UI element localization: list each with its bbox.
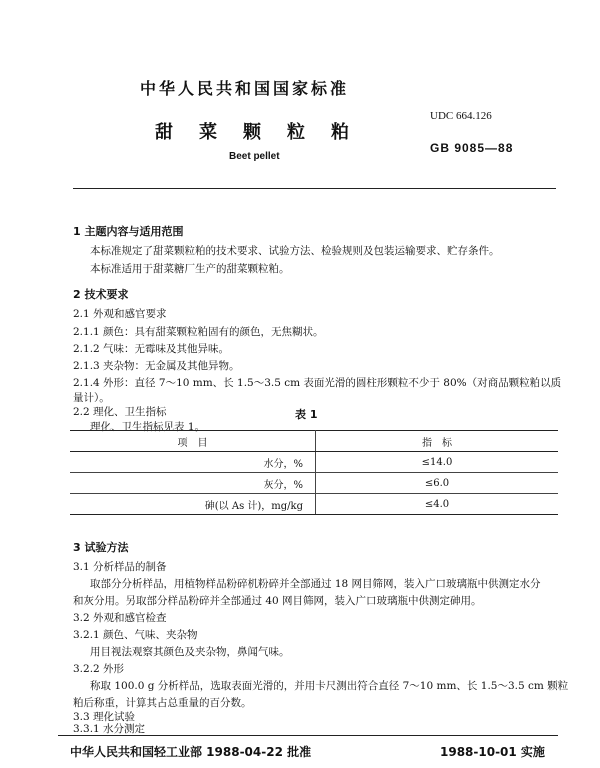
clause-2-1: 2.1 外观和感官要求 (73, 308, 167, 320)
clause-2-1-3: 2.1.3 夹杂物：无金属及其他异物。 (73, 360, 240, 372)
clause-3-1-line-2: 和灰分用。另取部分样品粉碎并全部通过 40 网目筛网，装入广口玻璃瓶中供测定砷用。 (73, 595, 482, 607)
clause-2-1-4-line-1: 2.1.4 外形：直径 7～10 mm、长 1.5～3.5 cm 表面光滑的圆柱形颗粒不少于 80%（对商品颗粒粕以质 (73, 377, 562, 389)
clause-3-2-1-paragraph: 用目视法观察其颜色及夹杂物，鼻闻气味。 (90, 646, 290, 658)
clause-2-1-4-line-2: 量计）。 (73, 392, 110, 404)
clause-3-3-1: 3.3.1 水分测定 (73, 723, 146, 735)
section-2-title: 2 技术要求 (73, 288, 129, 301)
table-caption: 表 1 (295, 408, 318, 421)
clause-3-2-2-line-2: 粕后称重，计算其占总重量的百分数。 (73, 697, 252, 709)
standard-title-english: Beet pellet (229, 151, 280, 162)
table-cell-item: 砷(以 As 计)，mg/kg (70, 494, 316, 515)
table-row (70, 473, 558, 494)
clause-2-2: 2.2 理化、卫生指标 (73, 406, 167, 418)
clause-3-2-1: 3.2.1 颜色、气味、夹杂物 (73, 629, 198, 641)
table-cell-item: 水分，% (70, 452, 316, 473)
clause-3-1-line-1: 取部分分析样品，用植物样品粉碎机粉碎并全部通过 18 网目筛网，装入广口玻璃瓶中供测定水分 (90, 578, 541, 590)
spec-table (70, 430, 558, 515)
standard-title: 甜菜颗粒粕 (155, 122, 375, 143)
table-header-item: 项 目 (70, 431, 316, 452)
clause-2-1-1: 2.1.1 颜色：具有甜菜颗粒粕固有的颜色，无焦糊状。 (73, 326, 324, 338)
footer-effective-date: 1988-10-01 实施 (440, 745, 545, 759)
section-1-paragraph-1: 本标准规定了甜菜颗粒粕的技术要求、试验方法、检验规则及包装运输要求、贮存条件。 (90, 245, 500, 257)
clause-2-1-2: 2.1.2 气味：无霉味及其他异味。 (73, 343, 230, 355)
section-1-title: 1 主题内容与适用范围 (73, 225, 184, 238)
clause-2-2-paragraph: 理化、卫生指标见表 1。 (90, 421, 206, 433)
table-row (70, 452, 558, 473)
table-cell-value: ≤14.0 (316, 452, 559, 473)
table-header-value: 指 标 (316, 431, 559, 452)
section-3-title: 3 试验方法 (73, 541, 129, 554)
clause-3-2: 3.2 外观和感官检查 (73, 612, 167, 624)
footer-approval: 中华人民共和国轻工业部 1988-04-22 批准 (70, 745, 312, 759)
udc-number: UDC 664.126 (430, 110, 492, 122)
table-header-row (70, 431, 558, 452)
table-cell-value: ≤6.0 (316, 473, 559, 494)
clause-3-2-2: 3.2.2 外形 (73, 663, 125, 675)
clause-3-3: 3.3 理化试验 (73, 711, 136, 723)
clause-3-1: 3.1 分析样品的制备 (73, 561, 167, 573)
header-divider (73, 188, 556, 189)
table-cell-value: ≤4.0 (316, 494, 559, 515)
standard-header-title: 中华人民共和国国家标准 (140, 79, 350, 98)
table-cell-item: 灰分，% (70, 473, 316, 494)
clause-3-2-2-line-1: 称取 100.0 g 分析样品，选取表面光滑的，并用卡尺测出符合直径 7～10 mm、长 1.5～3.5 cm 颗粒 (90, 680, 569, 692)
table-row (70, 494, 558, 515)
footer-divider (58, 735, 558, 736)
section-1-paragraph-2: 本标准适用于甜菜糖厂生产的甜菜颗粒粕。 (90, 263, 290, 275)
gb-number: GB 9085—88 (430, 141, 514, 155)
